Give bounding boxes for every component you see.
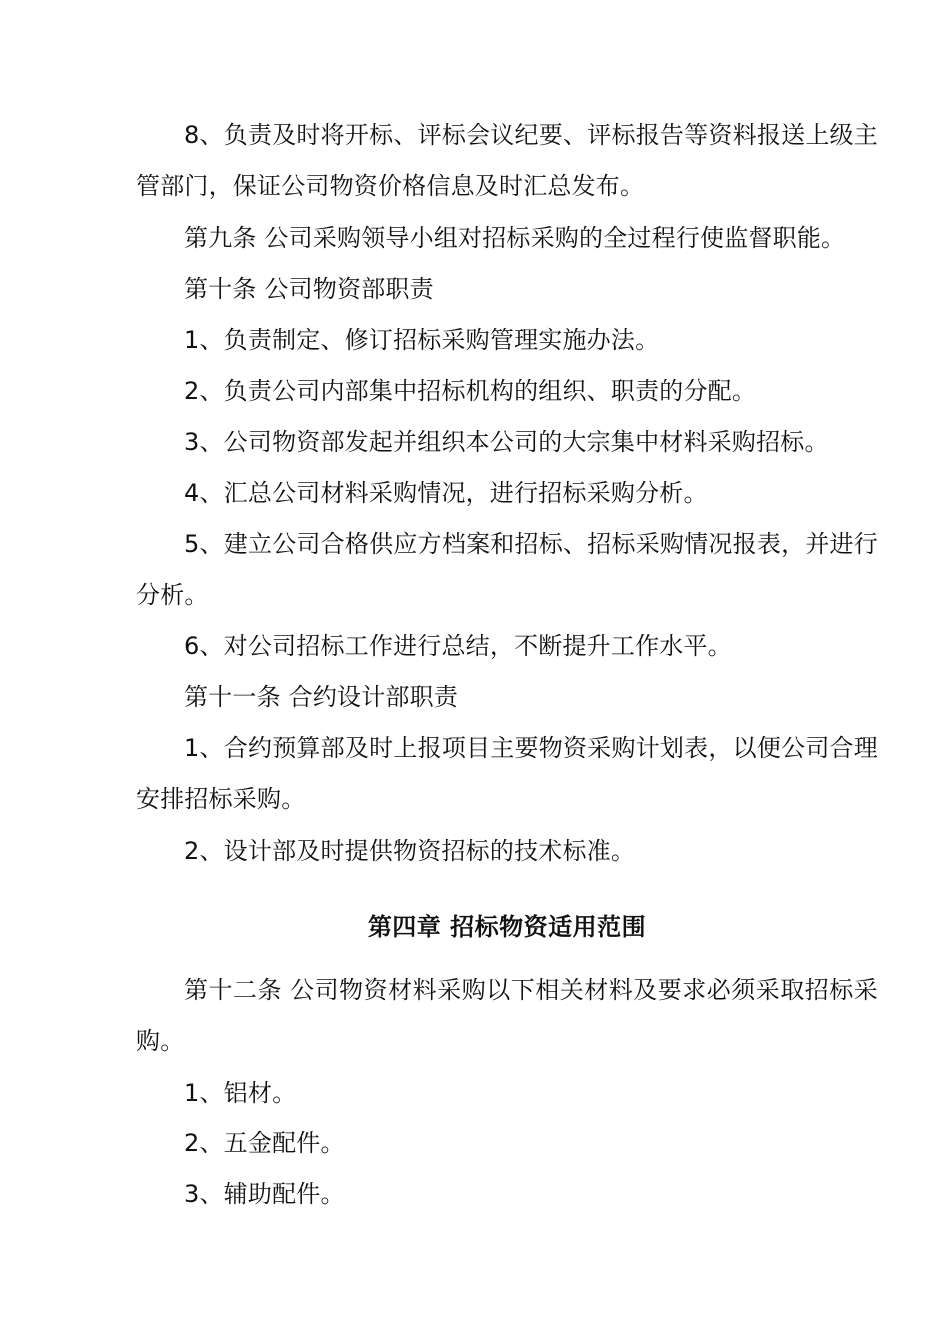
paragraph-article-10-item-3: 3、公司物资部发起并组织本公司的大宗集中材料采购招标。 [184, 428, 829, 456]
paragraph-article-10-item-4: 4、汇总公司材料采购情况，进行招标采购分析。 [184, 479, 708, 507]
chapter-heading: 第四章 招标物资适用范围 [367, 913, 647, 941]
paragraph-article-10-item-1: 1、负责制定、修订招标采购管理实施办法。 [184, 326, 660, 354]
paragraph-article-10-item-6: 6、对公司招标工作进行总结，不断提升工作水平。 [184, 632, 732, 660]
paragraph-article-12-item-3: 3、辅助配件。 [184, 1180, 345, 1208]
paragraph-article-12-item-2: 2、五金配件。 [184, 1129, 345, 1157]
paragraph-article-10-item-2: 2、负责公司内部集中招标机构的组织、职责的分配。 [184, 377, 757, 405]
paragraph-article-11-item-1: 1、合约预算部及时上报项目主要物资采购计划表，以便公司合理安排招标采购。 [136, 734, 878, 813]
paragraph-article-11-title: 第十一条 合约设计部职责 [184, 683, 459, 711]
paragraph-article-9: 第九条 公司采购领导小组对招标采购的全过程行使监督职能。 [184, 224, 846, 252]
paragraph-article-10-item-5: 5、建立公司合格供应方档案和招标、招标采购情况报表，并进行分析。 [136, 530, 878, 609]
paragraph-item-8: 8、负责及时将开标、评标会议纪要、评标报告等资料报送上级主管部门，保证公司物资价格信息及时汇总发布。 [136, 121, 878, 200]
paragraph-article-11-item-2: 2、设计部及时提供物资招标的技术标准。 [184, 837, 636, 865]
paragraph-article-10-title: 第十条 公司物资部职责 [184, 275, 434, 303]
paragraph-article-12-item-1: 1、铝材。 [184, 1079, 297, 1107]
paragraph-article-12: 第十二条 公司物资材料采购以下相关材料及要求必须采取招标采购。 [136, 976, 878, 1055]
